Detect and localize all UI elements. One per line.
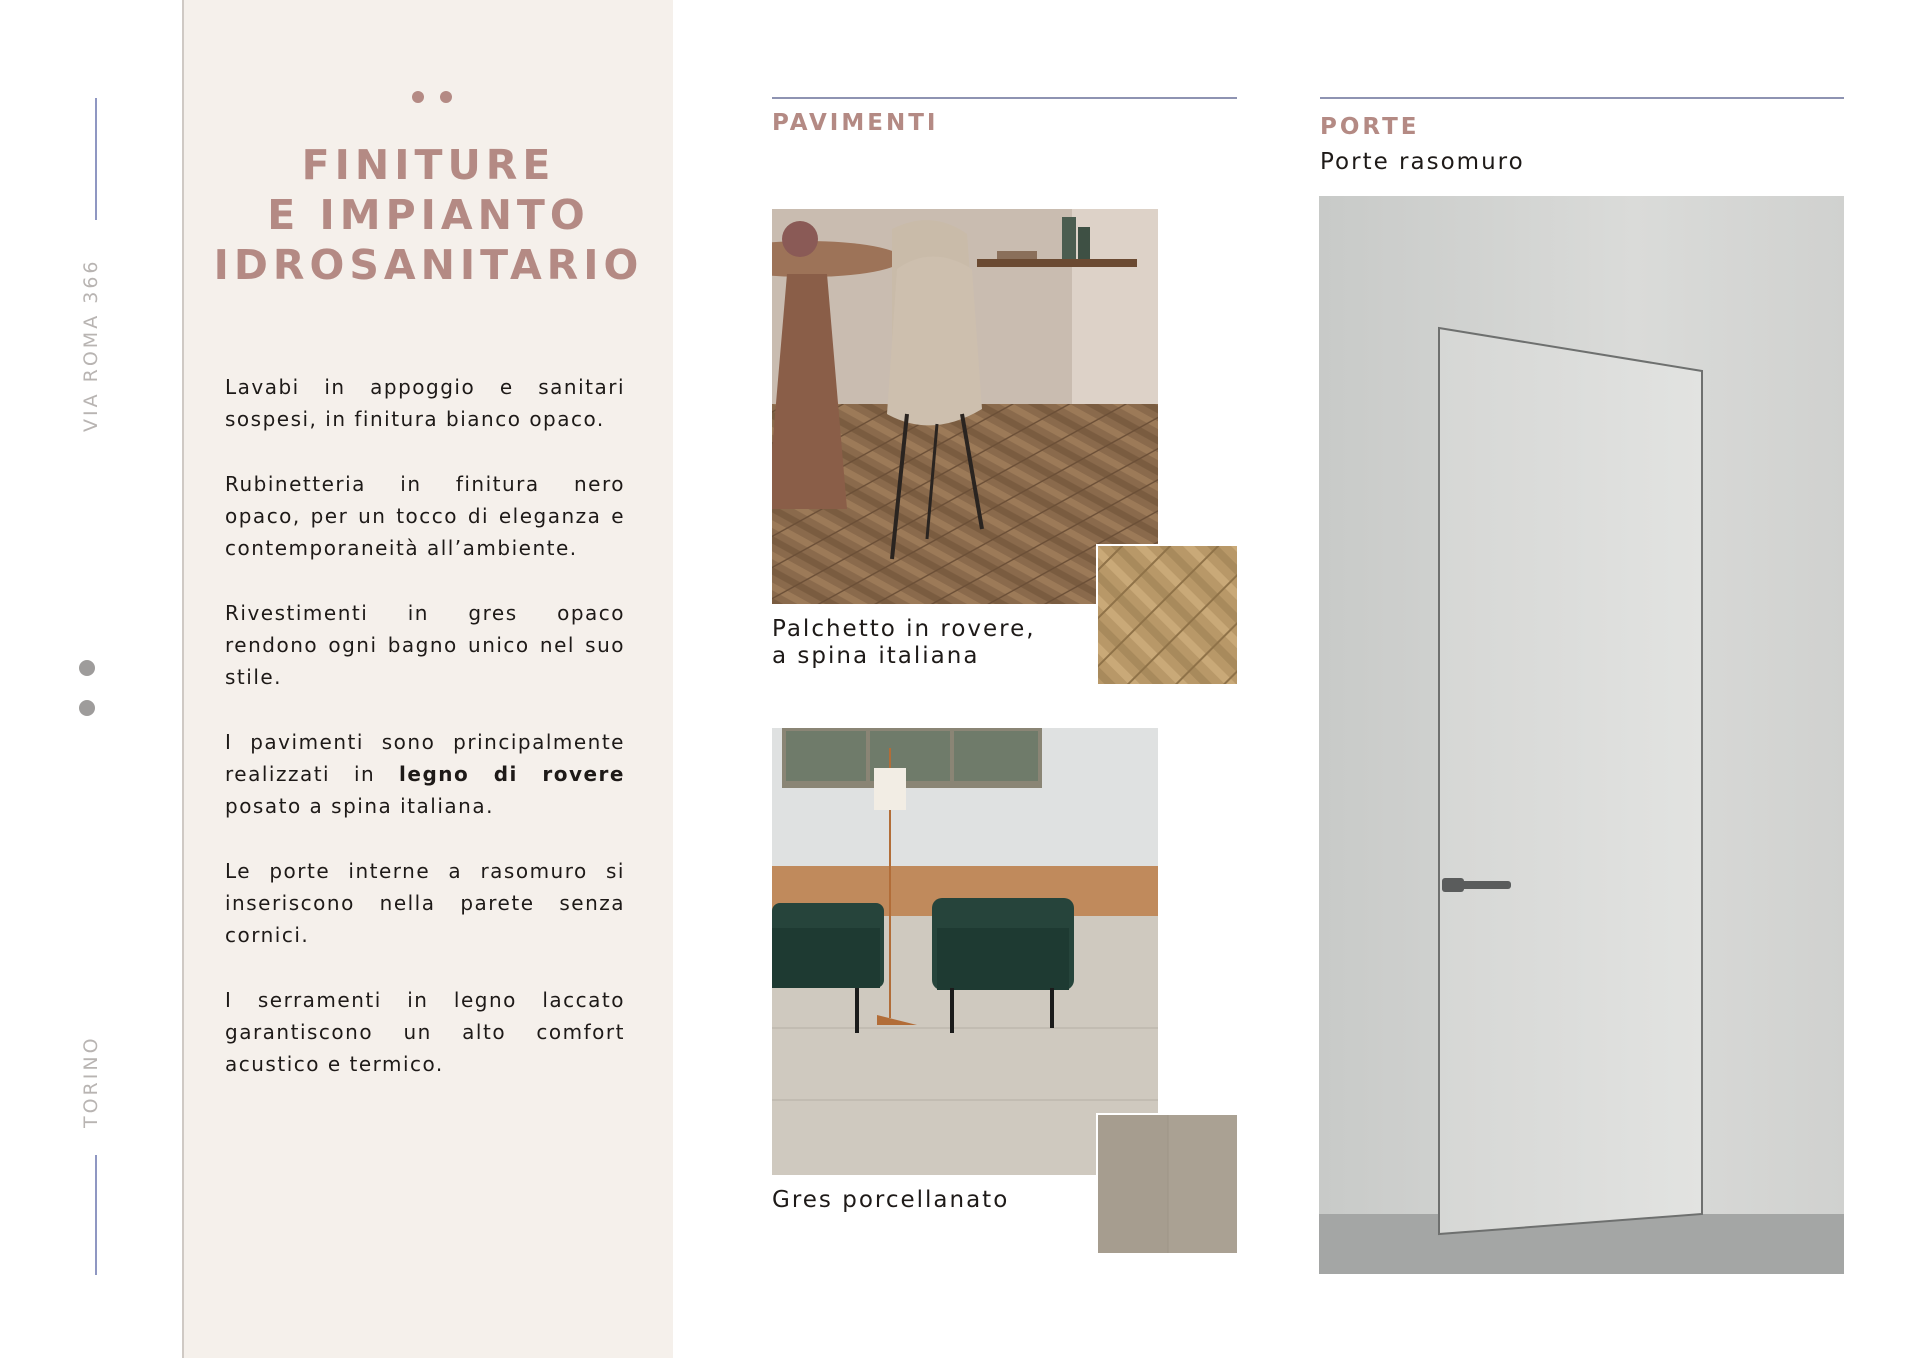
wood-floor-caption [772,616,1036,670]
pavimenti-rule [772,97,1237,99]
gres-floor-photo [772,728,1158,1175]
title-line-1: FINITURE [301,141,556,189]
rail-city: TORINO [80,1035,102,1128]
text-panel [182,0,673,1358]
rail-line-bottom [95,1155,97,1275]
paragraph-sanitari: Lavabi in appoggio e sanitari sospesi, in finitura bianco opaco. [225,375,625,431]
page-title [184,140,673,290]
paragraph-pavimenti-bold: legno di rovere [399,762,625,786]
gres-swatch-texture [1098,1115,1237,1253]
title-line-2: E IMPIANTO [267,191,590,239]
paragraph-rubinetteria: Rubinetteria in finitura nero opaco, per un tocco di eleganza e contemporaneità all’ambiente. [225,472,625,560]
paragraph-pavimenti [225,726,625,822]
paragraph-pavimenti-text-b: posato a spina italiana. [225,794,494,818]
gres-floor-illustration [772,728,1158,1175]
gres-swatch [1096,1113,1239,1255]
wood-floor-caption-line-1: Palchetto in rovere, [772,616,1036,642]
paragraph-serramenti: I serramenti in legno laccato garantiscono un alto comfort acustico e termico. [225,988,625,1076]
porte-title: PORTE [1320,114,1420,140]
rail-address: VIA ROMA 366 [80,258,102,432]
paragraph-pavimenti-text-a: I pavimenti sono principalmente realizzati in [225,730,625,786]
wood-swatch [1096,544,1239,686]
porte-subtitle: Porte rasomuro [1320,149,1525,175]
pavimenti-title: PAVIMENTI [772,110,939,136]
rail-dot-2 [79,700,95,716]
title-line-3: IDROSANITARIO [213,241,644,289]
paragraph-porte: Le porte interne a rasomuro si inseriscono nella parete senza cornici. [225,859,625,947]
gres-floor-caption: Gres porcellanato [772,1187,1010,1213]
decor-dot-2 [440,91,452,103]
door-photo [1319,196,1844,1274]
wood-swatch-texture [1098,546,1237,684]
rail-dot-1 [79,660,95,676]
wood-floor-caption-line-2: a spina italiana [772,643,980,669]
rail-line-top [95,98,97,220]
flush-door-illustration [1319,196,1844,1274]
paragraph-rivestimenti: Rivestimenti in gres opaco rendono ogni bagno unico nel suo stile. [225,601,625,689]
porte-rule [1320,97,1844,99]
decor-dot-1 [412,91,424,103]
